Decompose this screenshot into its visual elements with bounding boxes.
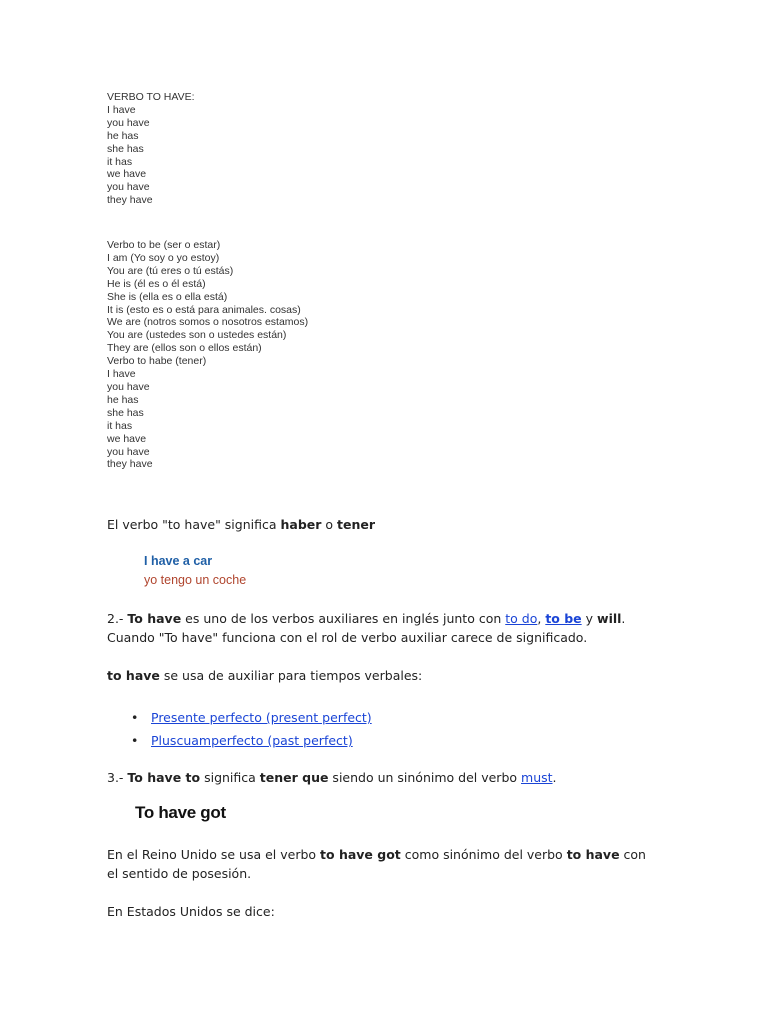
conjugation-line: They are (ellos son o ellos están) xyxy=(107,342,262,355)
us-paragraph: En Estados Unidos se dice: xyxy=(107,904,275,919)
will-term: will xyxy=(597,611,622,626)
conjugation-line: You are (tú eres o tú estás) xyxy=(107,264,234,277)
conjugation-line: Verbo to be (ser o estar) xyxy=(107,239,221,251)
conjugation-line: they have xyxy=(107,458,153,471)
section-title: To have got xyxy=(135,803,226,822)
conjugation-line: We are (notros somos o nosotros estamos) xyxy=(107,316,309,329)
conjugation-line: I am (Yo soy o yo estoy) xyxy=(107,251,220,264)
conjugation-line: I have xyxy=(107,103,136,116)
conjugation-be-block xyxy=(107,239,308,471)
conjugation-line: you have xyxy=(107,181,150,194)
point-2-line-2: Cuando "To have" funciona con el rol de verbo auxiliar carece de significado. xyxy=(107,630,588,645)
haber-term: haber xyxy=(280,517,322,532)
conjugation-line: it has xyxy=(107,419,133,432)
conjugation-line: You are (ustedes son o ustedes están) xyxy=(107,329,287,342)
conjugation-line: you have xyxy=(107,445,150,458)
conjugation-line: She is (ella es o ella está) xyxy=(107,290,228,303)
example-english: I have a car xyxy=(144,554,213,568)
link-past-perfect[interactable]: Pluscuamperfecto (past perfect) xyxy=(151,733,353,748)
conjugation-line: I have xyxy=(107,368,136,381)
conjugation-line: he has xyxy=(107,393,139,406)
conjugation-heading: VERBO TO HAVE: xyxy=(107,91,195,103)
list-item xyxy=(107,729,372,752)
conjugation-line: they have xyxy=(107,194,153,207)
conjugation-line: he has xyxy=(107,129,139,142)
conjugation-line: It is (esto es o está para animales. cosas) xyxy=(107,303,301,316)
link-to-be[interactable]: to be xyxy=(545,611,582,626)
conjugation-have-block xyxy=(107,91,195,207)
example-spanish: yo tengo un coche xyxy=(144,573,247,587)
conjugation-line: it has xyxy=(107,155,133,168)
conjugation-line: Verbo to habe (tener) xyxy=(107,355,207,368)
point-2-paragraph: 2.- To have es uno de los verbos auxiliares en inglés junto con to do, to be y will. Cuando "To have" funciona con el rol de verbo auxiliar carece de significado. xyxy=(107,609,667,647)
conjugation-line: she has xyxy=(107,406,144,419)
intro-paragraph: El verbo "to have" significa haber o tener xyxy=(107,517,376,532)
link-present-perfect[interactable]: Presente perfecto (present perfect) xyxy=(151,710,372,725)
conjugation-line: we have xyxy=(107,432,147,445)
link-to-do[interactable]: to do xyxy=(505,611,538,626)
conjugation-line: He is (él es o él está) xyxy=(107,277,206,290)
conjugation-line: you have xyxy=(107,380,150,393)
conjugation-line: we have xyxy=(107,168,147,181)
link-must[interactable]: must xyxy=(521,770,553,785)
tenses-list xyxy=(107,706,372,752)
list-item xyxy=(107,706,372,729)
point-3-paragraph: 3.- To have to significa tener que siendo un sinónimo del verbo must. xyxy=(107,770,557,785)
conjugation-line: she has xyxy=(107,142,144,155)
conjugation-line: you have xyxy=(107,116,150,129)
aux-paragraph: to have se usa de auxiliar para tiempos verbales: xyxy=(107,668,423,683)
bullet-icon: • xyxy=(131,733,139,748)
uk-paragraph: En el Reino Unido se usa el verbo to have got como sinónimo del verbo to have con el sentido de posesión. xyxy=(107,847,646,881)
bullet-icon: • xyxy=(131,710,139,725)
tener-term: tener xyxy=(337,517,376,532)
